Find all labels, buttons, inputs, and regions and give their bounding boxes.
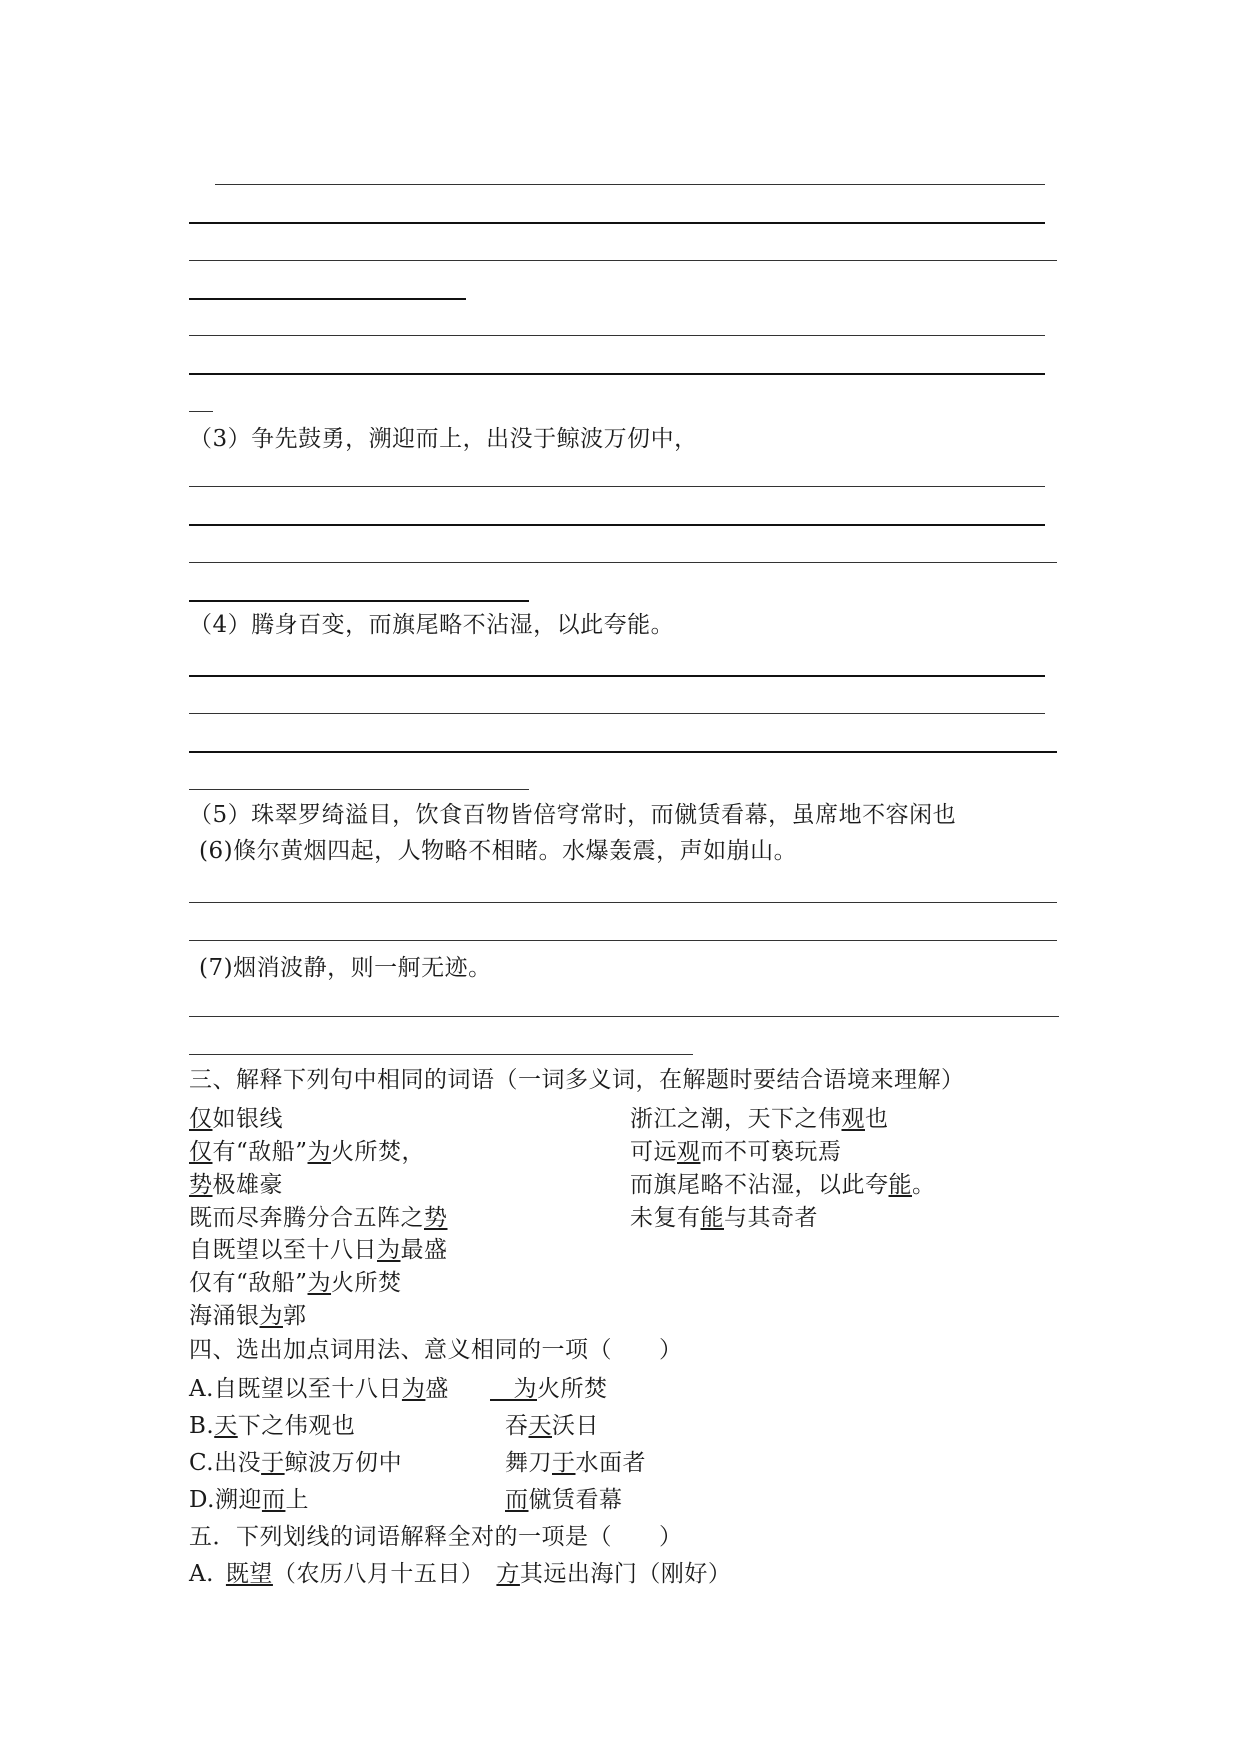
option-c-compare: 舞刀于水面者: [505, 1450, 646, 1476]
option-b-compare: 吞天沃日: [505, 1413, 599, 1439]
word-item: 势极雄豪: [189, 1172, 283, 1198]
option-d-compare: 而僦赁看幕: [505, 1487, 623, 1513]
section3-title: 三、解释下列句中相同的词语（一词多义词，在解题时要结合语境来理解）: [189, 1067, 965, 1093]
translate-item-7: (7)烟消波静，则一舸无迹。: [199, 955, 492, 981]
answer-line: [189, 1016, 1059, 1017]
translate-item-6: (6)倏尔黄烟四起，人物略不相睹。水爆轰震，声如崩山。: [199, 838, 798, 864]
word-item: 而旗尾略不沾湿，以此夸能。: [630, 1172, 936, 1198]
answer-line: [189, 260, 1057, 261]
answer-line: [189, 486, 1045, 487]
word-item: 仅有“敌船”为火所焚，: [189, 1139, 426, 1165]
option-c: C.出没于鲸波万仞中: [189, 1450, 403, 1476]
word-item: 海涌银为郭: [189, 1303, 307, 1329]
answer-line: [189, 298, 466, 300]
word-item: 未复有能与其奇者: [630, 1205, 818, 1231]
answer-line: [189, 600, 529, 602]
translate-item-4: （4）腾身百变，而旗尾略不沾湿，以此夸能。: [189, 612, 675, 638]
answer-line: [189, 789, 529, 790]
answer-line: [215, 184, 1045, 185]
answer-line: [189, 1054, 693, 1055]
word-item: 仅如银线: [189, 1106, 283, 1132]
section4-title: 四、选出加点词用法、意义相同的一项（ ）: [189, 1337, 683, 1363]
word-item: 仅有“敌船”为火所焚: [189, 1270, 402, 1296]
option-b: B.天下之伟观也: [189, 1413, 356, 1439]
answer-line: [189, 373, 1045, 375]
word-item: 自既望以至十八日为最盛: [189, 1237, 448, 1263]
section5-title: 五．下列划线的词语解释全对的一项是（ ）: [189, 1524, 683, 1550]
answer-line: [189, 411, 213, 412]
answer-line: [189, 675, 1045, 677]
word-item: 可远观而不可亵玩焉: [630, 1139, 842, 1165]
answer-line: [189, 940, 1057, 941]
option-a-compare: 为火所焚: [513, 1376, 608, 1402]
option-d: D.溯迎而上: [189, 1487, 309, 1513]
answer-line: [189, 335, 1045, 336]
translate-item-3: （3）争先鼓勇，溯迎而上，出没于鲸波万仞中，: [189, 426, 698, 452]
answer-line: [189, 902, 1057, 903]
option-a: A.自既望以至十八日为盛: [189, 1376, 449, 1402]
translate-item-5: （5）珠翠罗绮溢目，饮食百物皆倍穹常时，而僦赁看幕，虽席地不容闲也: [189, 802, 957, 828]
word-item: 既而尽奔腾分合五阵之势: [189, 1205, 448, 1231]
answer-line: [189, 222, 1045, 224]
answer-line: [189, 524, 1045, 526]
section5-option-a: A. 既望（农历八月十五日） 方其远出海门（刚好）: [189, 1561, 732, 1587]
answer-line: [189, 713, 1045, 714]
word-item: 浙江之潮，天下之伟观也: [630, 1106, 889, 1132]
answer-line: [189, 751, 1057, 753]
answer-line: [189, 562, 1057, 563]
